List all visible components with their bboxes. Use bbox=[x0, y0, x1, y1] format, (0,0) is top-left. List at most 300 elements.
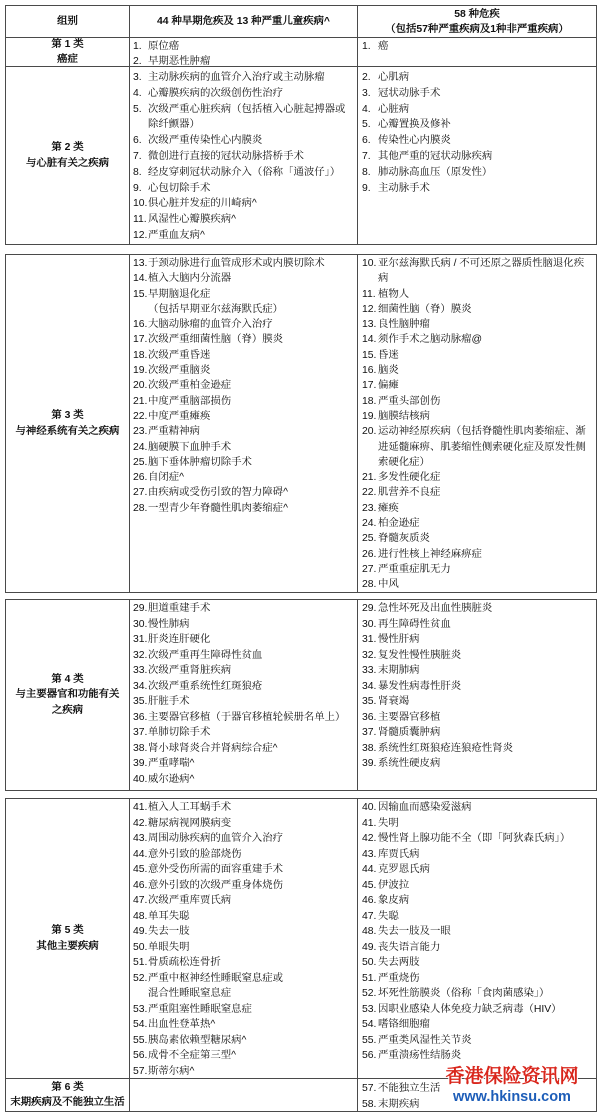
category-name: 与神经系统有关之疾病 bbox=[15, 425, 120, 437]
category-row-6 bbox=[6, 1079, 597, 1112]
item-number: 32. bbox=[362, 649, 377, 661]
item-text: 肺动脉高血压（原发性） bbox=[378, 166, 493, 178]
major-illness-item bbox=[362, 133, 595, 149]
category-number: 第 2 类 bbox=[51, 142, 84, 154]
item-text: 严重中枢神经性睡眠窒息症或 混合性睡眠窒息症 bbox=[148, 972, 284, 999]
item-text: 传染性心内膜炎 bbox=[378, 135, 451, 147]
item-number: 13. bbox=[133, 258, 148, 269]
item-text: 严重重症肌无力 bbox=[378, 563, 451, 575]
item-text: 植物人 bbox=[378, 288, 410, 300]
major-illness-item bbox=[362, 149, 595, 165]
item-text: 风湿性心瓣膜疾病^ bbox=[148, 214, 236, 226]
header-group-cell bbox=[6, 6, 130, 37]
item-number: 52. bbox=[362, 988, 377, 999]
early-illness-item bbox=[133, 440, 356, 455]
item-text: 由疾病或受伤引致的智力障碍^ bbox=[148, 487, 288, 499]
item-number: 12. bbox=[362, 303, 377, 315]
item-text: 主动脉手术 bbox=[378, 182, 430, 194]
early-illness-item bbox=[133, 348, 356, 363]
major-illness-item bbox=[362, 256, 595, 287]
major-illness-list bbox=[358, 255, 597, 592]
item-number: 56. bbox=[133, 1050, 148, 1061]
item-text: 心肌病 bbox=[378, 72, 410, 83]
item-number: 47. bbox=[133, 895, 148, 906]
item-number: 46. bbox=[133, 879, 148, 891]
item-number: 38. bbox=[362, 742, 377, 754]
item-number: 51. bbox=[362, 972, 377, 984]
early-illness-item bbox=[133, 831, 356, 847]
item-number: 8. bbox=[133, 166, 142, 178]
item-number: 6. bbox=[133, 135, 142, 147]
table-segment-2 bbox=[5, 254, 597, 593]
major-illness-item bbox=[362, 648, 595, 664]
major-illness-item bbox=[362, 302, 595, 317]
item-number: 37. bbox=[133, 727, 148, 738]
item-text: 意外引致的次级严重身体烧伤 bbox=[148, 879, 284, 891]
item-number: 28. bbox=[133, 502, 148, 514]
item-number: 34. bbox=[133, 680, 148, 692]
early-illness-item bbox=[133, 632, 356, 648]
item-number: 56. bbox=[362, 1050, 377, 1061]
item-number: 27. bbox=[133, 487, 148, 499]
item-text: 进行性核上神经麻痹症 bbox=[378, 548, 482, 560]
item-text: 中度严重脑部损伤 bbox=[148, 395, 232, 407]
early-illness-item bbox=[133, 256, 356, 271]
major-illness-item bbox=[362, 86, 595, 102]
category-row-3 bbox=[6, 255, 597, 593]
early-illness-item bbox=[133, 741, 356, 757]
early-illness-item bbox=[133, 455, 356, 470]
item-text: 主要器官移植 bbox=[378, 711, 441, 723]
item-text: 肝炎连肝硬化 bbox=[148, 634, 211, 645]
item-text: 失去两肢 bbox=[378, 957, 420, 968]
item-text: 主动脉疾病的血管介入治疗或主动脉瘤 bbox=[148, 72, 325, 83]
item-number: 23. bbox=[133, 426, 148, 438]
major-illness-item bbox=[362, 470, 595, 485]
early-illness-item bbox=[133, 648, 356, 664]
item-number: 11. bbox=[133, 214, 147, 226]
early-illness-item bbox=[133, 133, 356, 149]
item-text: 肾髓质囊肿病 bbox=[378, 727, 441, 738]
item-text: 胰岛素依赖型糖尿病^ bbox=[148, 1034, 247, 1046]
early-illness-item bbox=[133, 694, 356, 710]
item-text: 次级严重传染性心内膜炎 bbox=[148, 135, 263, 147]
item-text: 失去一肢及一眼 bbox=[378, 926, 451, 937]
early-illness-item bbox=[133, 332, 356, 347]
early-illness-list bbox=[130, 1079, 358, 1111]
early-illness-item bbox=[133, 1017, 356, 1033]
early-illness-item bbox=[133, 317, 356, 332]
item-number: 18. bbox=[133, 349, 148, 361]
item-text: 单耳失聪 bbox=[148, 910, 190, 922]
item-number: 38. bbox=[133, 742, 148, 754]
early-illness-item bbox=[133, 70, 356, 86]
item-text: 不能独立生活 bbox=[378, 1083, 441, 1094]
item-number: 3. bbox=[133, 72, 142, 83]
item-text: 脑膜结核病 bbox=[378, 410, 430, 422]
item-number: 53. bbox=[362, 1003, 377, 1015]
item-text: 因输血而感染爱滋病 bbox=[378, 802, 472, 813]
item-text: 次级严重脑炎 bbox=[148, 365, 211, 377]
item-number: 5. bbox=[133, 103, 142, 115]
item-number: 45. bbox=[133, 864, 148, 875]
category-label-cell bbox=[6, 38, 130, 66]
early-illness-item bbox=[133, 54, 356, 66]
item-text: 原位癌 bbox=[148, 41, 180, 52]
item-number: 33. bbox=[133, 665, 148, 676]
item-text: 失明 bbox=[378, 817, 399, 829]
item-number: 1. bbox=[362, 41, 371, 52]
major-illness-item bbox=[362, 485, 595, 500]
item-number: 22. bbox=[133, 410, 148, 422]
early-illness-item bbox=[133, 971, 356, 1002]
item-number: 15. bbox=[133, 288, 148, 300]
item-text: 伊波拉 bbox=[378, 879, 410, 891]
item-text: 一型青少年脊髓性肌肉萎缩症^ bbox=[148, 502, 288, 514]
category-row-4 bbox=[6, 600, 597, 791]
item-text: 次级严重再生障碍性贫血 bbox=[148, 649, 263, 661]
early-illness-item bbox=[133, 501, 356, 516]
item-text: 肌营养不良症 bbox=[378, 487, 441, 499]
category-number: 第 1 类 bbox=[51, 38, 84, 50]
item-number: 1. bbox=[133, 41, 142, 52]
item-number: 39. bbox=[362, 758, 377, 769]
major-illness-item bbox=[362, 694, 595, 710]
item-text: 自闭症^ bbox=[148, 472, 185, 484]
item-text: 亚尔兹海默氏病 / 不可还原之器质性脑退化疾 病 bbox=[378, 258, 585, 285]
item-text: 大脑动脉瘤的血管介入治疗 bbox=[148, 319, 273, 331]
category-row-1 bbox=[6, 38, 597, 67]
item-text: 运动神经原疾病（包括脊髓性肌肉萎缩症、渐 进延髓麻痹、肌萎缩性侧索硬化症及原发性侧 索硬化症） bbox=[378, 426, 586, 468]
major-illness-item bbox=[362, 424, 595, 470]
item-text: 慢性肾上腺功能不全（即「阿狄森氏病」） bbox=[378, 833, 571, 844]
item-number: 23. bbox=[362, 502, 377, 514]
item-text: 失聪 bbox=[378, 910, 399, 922]
item-number: 9. bbox=[133, 182, 142, 194]
category-number: 第 4 类 bbox=[51, 674, 84, 686]
early-illness-list bbox=[130, 799, 358, 1078]
item-text: 因职业感染人体免疫力缺乏病毒（HIV） bbox=[378, 1003, 562, 1015]
major-illness-item bbox=[362, 679, 595, 695]
item-text: 主要器官移植（于器官移植轮候册名单上） bbox=[148, 711, 346, 723]
item-number: 49. bbox=[133, 926, 148, 937]
item-text: 次级严重库贾氏病 bbox=[148, 895, 232, 906]
item-text: 柏金逊症 bbox=[378, 518, 420, 530]
major-illness-item bbox=[362, 1002, 595, 1018]
item-text: 末期肺病 bbox=[378, 665, 420, 676]
early-illness-item bbox=[133, 617, 356, 633]
category-name: 与心脏有关之疾病 bbox=[25, 157, 110, 169]
early-illness-item bbox=[133, 847, 356, 863]
item-text: 象皮病 bbox=[378, 895, 410, 906]
early-illness-item bbox=[133, 212, 356, 228]
early-illness-item bbox=[133, 228, 356, 244]
item-text: 库贾氏病 bbox=[378, 848, 420, 860]
watermark-title: 香港保险资讯网 bbox=[445, 1066, 579, 1087]
category-label-cell bbox=[6, 600, 130, 790]
item-text: 慢性肺病 bbox=[148, 618, 190, 630]
major-illness-list bbox=[358, 38, 597, 66]
major-illness-item bbox=[362, 601, 595, 617]
major-illness-item bbox=[362, 800, 595, 816]
major-illness-item bbox=[362, 986, 595, 1002]
item-number: 20. bbox=[133, 380, 148, 392]
header-group-label: 组别 bbox=[57, 16, 78, 27]
item-number: 33. bbox=[362, 665, 377, 676]
major-illness-list bbox=[358, 799, 597, 1078]
major-illness-item bbox=[362, 893, 595, 909]
item-number: 58. bbox=[362, 1098, 377, 1110]
item-number: 46. bbox=[362, 895, 377, 906]
item-number: 20. bbox=[362, 426, 377, 438]
item-number: 57. bbox=[362, 1083, 377, 1094]
item-text: 骨质疏松连骨折 bbox=[148, 957, 221, 968]
major-illness-item bbox=[362, 317, 595, 332]
early-illness-item bbox=[133, 862, 356, 878]
item-text: 脊髓灰质炎 bbox=[378, 533, 430, 545]
major-illness-item bbox=[362, 516, 595, 531]
major-illness-item bbox=[362, 862, 595, 878]
table-header-row bbox=[6, 6, 597, 38]
major-illness-item bbox=[362, 632, 595, 648]
item-text: 中度严重瘫痪 bbox=[148, 410, 211, 422]
major-illness-item bbox=[362, 1017, 595, 1033]
major-illness-item bbox=[362, 181, 595, 197]
early-illness-item bbox=[133, 800, 356, 816]
item-text: 于颈动脉进行血管成形术或内膜切除术 bbox=[148, 258, 325, 269]
item-number: 9. bbox=[362, 182, 371, 194]
item-text: 威尔逊病^ bbox=[148, 773, 195, 785]
item-number: 42. bbox=[362, 833, 377, 844]
item-text: 急性坏死及出血性胰脏炎 bbox=[378, 603, 493, 614]
item-text: 冠状动脉手术 bbox=[378, 87, 441, 99]
item-text: 严重头部创伤 bbox=[378, 395, 441, 407]
early-illness-item bbox=[133, 394, 356, 409]
early-illness-item bbox=[133, 470, 356, 485]
early-illness-item bbox=[133, 1048, 356, 1064]
major-illness-item bbox=[362, 725, 595, 741]
major-illness-item bbox=[362, 878, 595, 894]
item-text: 脑下垂体肿瘤切除手术 bbox=[148, 456, 252, 468]
item-text: 次级严重柏金逊症 bbox=[148, 380, 232, 392]
item-number: 49. bbox=[362, 941, 377, 953]
item-number: 7. bbox=[133, 150, 142, 162]
header-major-cell bbox=[358, 6, 597, 37]
early-illness-item bbox=[133, 1064, 356, 1079]
item-text: 意外引致的脸部烧伤 bbox=[148, 848, 242, 860]
item-number: 54. bbox=[362, 1019, 377, 1030]
item-number: 10. bbox=[362, 258, 377, 269]
item-number: 8. bbox=[362, 166, 371, 178]
item-number: 24. bbox=[133, 441, 148, 453]
major-illness-item bbox=[362, 102, 595, 118]
item-text: 胆道重建手术 bbox=[148, 603, 211, 614]
item-number: 36. bbox=[362, 711, 377, 723]
item-number: 16. bbox=[362, 365, 377, 377]
item-text: 嗜铬细胞瘤 bbox=[378, 1019, 430, 1030]
item-text: 周围动脉疾病的血管介入治疗 bbox=[148, 833, 284, 844]
major-illness-item bbox=[362, 831, 595, 847]
item-number: 52. bbox=[133, 972, 148, 984]
item-number: 2. bbox=[362, 72, 371, 83]
early-illness-item bbox=[133, 679, 356, 695]
item-number: 31. bbox=[133, 634, 148, 645]
early-illness-item bbox=[133, 878, 356, 894]
early-illness-list bbox=[130, 255, 358, 592]
early-illness-item bbox=[133, 149, 356, 165]
item-number: 3. bbox=[362, 87, 371, 99]
item-number: 16. bbox=[133, 319, 148, 331]
major-illness-item bbox=[362, 577, 595, 592]
item-text: 脑炎 bbox=[378, 365, 399, 377]
early-illness-item bbox=[133, 725, 356, 741]
item-number: 13. bbox=[362, 319, 377, 331]
item-number: 43. bbox=[362, 848, 377, 860]
item-text: 出血性登革热^ bbox=[148, 1019, 216, 1030]
item-text: 俱心脏并发症的川崎病^ bbox=[148, 198, 257, 210]
item-number: 27. bbox=[362, 563, 377, 575]
header-major-subtitle: （包括57种严重疾病及1种非严重疾病） bbox=[385, 23, 569, 35]
item-text: 再生障碍性贫血 bbox=[378, 618, 451, 630]
early-illness-item bbox=[133, 955, 356, 971]
item-text: 严重溃疡性结肠炎 bbox=[378, 1050, 462, 1061]
item-text: 癌 bbox=[378, 41, 389, 52]
item-text: 次级严重昏迷 bbox=[148, 349, 211, 361]
item-text: 末期疾病 bbox=[378, 1098, 420, 1110]
early-illness-list bbox=[130, 600, 358, 790]
early-illness-item bbox=[133, 893, 356, 909]
item-number: 29. bbox=[362, 603, 377, 614]
item-text: 偏瘫 bbox=[378, 380, 399, 392]
major-illness-item bbox=[362, 363, 595, 378]
major-illness-item bbox=[362, 710, 595, 726]
item-number: 50. bbox=[362, 957, 377, 968]
header-early-title: 44 种早期危疾及 13 种严重儿童疾病^ bbox=[157, 16, 330, 27]
item-number: 41. bbox=[362, 817, 377, 829]
major-illness-item bbox=[362, 378, 595, 393]
item-number: 21. bbox=[362, 472, 377, 484]
major-illness-item bbox=[362, 756, 595, 772]
category-number: 第 5 类 bbox=[51, 925, 84, 937]
item-number: 45. bbox=[362, 879, 377, 891]
early-illness-list bbox=[130, 38, 358, 66]
major-illness-list bbox=[358, 67, 597, 244]
item-text: 心瓣置换及修补 bbox=[378, 119, 451, 131]
item-text: 肾小球肾炎合并肾病综合症^ bbox=[148, 742, 278, 754]
item-text: 严重类风湿性关节炎 bbox=[378, 1034, 472, 1046]
item-text: 次级严重肾脏疾病 bbox=[148, 665, 232, 676]
item-text: 坏死性筋膜炎（俗称「食肉菌感染」） bbox=[378, 988, 550, 999]
item-text: 次级严重细菌性脑（脊）膜炎 bbox=[148, 334, 284, 346]
item-number: 44. bbox=[362, 864, 377, 875]
item-text: 次级严重系统性红斑狼疮 bbox=[148, 680, 263, 692]
major-illness-item bbox=[362, 547, 595, 562]
item-number: 18. bbox=[362, 395, 377, 407]
item-text: 瘫痪 bbox=[378, 502, 399, 514]
item-number: 34. bbox=[362, 680, 377, 692]
early-illness-item bbox=[133, 756, 356, 772]
item-text: 失去一肢 bbox=[148, 926, 190, 937]
item-number: 35. bbox=[362, 696, 377, 707]
early-illness-item bbox=[133, 181, 356, 197]
major-illness-item bbox=[362, 39, 595, 54]
item-number: 26. bbox=[133, 472, 148, 484]
item-number: 26. bbox=[362, 548, 377, 560]
item-text: 严重血友病^ bbox=[148, 229, 205, 241]
item-number: 11. bbox=[362, 288, 376, 300]
category-name: 与主要器官和功能有关 之疾病 bbox=[15, 689, 120, 716]
item-text: 植入大脑内分流器 bbox=[148, 273, 232, 285]
table-segment-3 bbox=[5, 599, 597, 791]
item-number: 31. bbox=[362, 634, 377, 645]
item-number: 4. bbox=[133, 87, 142, 99]
item-number: 28. bbox=[362, 579, 377, 591]
item-number: 24. bbox=[362, 518, 377, 530]
major-illness-list bbox=[358, 600, 597, 790]
major-illness-item bbox=[362, 741, 595, 757]
item-text: 细菌性脑（脊）膜炎 bbox=[378, 303, 472, 315]
item-number: 39. bbox=[133, 758, 148, 769]
item-text: 系统性硬皮病 bbox=[378, 758, 441, 769]
item-text: 糖尿病视网膜病变 bbox=[148, 817, 232, 829]
item-number: 43. bbox=[133, 833, 148, 844]
category-label-cell bbox=[6, 799, 130, 1078]
major-illness-item bbox=[362, 394, 595, 409]
major-illness-item bbox=[362, 332, 595, 347]
major-illness-item bbox=[362, 909, 595, 925]
early-illness-item bbox=[133, 601, 356, 617]
item-text: 丧失语言能力 bbox=[378, 941, 441, 953]
item-text: 系统性红斑狼疮连狼疮性肾炎 bbox=[378, 742, 514, 754]
item-number: 19. bbox=[133, 365, 148, 377]
item-text: 克罗恩氏病 bbox=[378, 864, 430, 875]
early-illness-item bbox=[133, 909, 356, 925]
item-number: 29. bbox=[133, 603, 148, 614]
major-illness-item bbox=[362, 971, 595, 987]
item-text: 昏迷 bbox=[378, 349, 399, 361]
item-number: 15. bbox=[362, 349, 377, 361]
item-number: 55. bbox=[133, 1034, 148, 1046]
item-number: 55. bbox=[362, 1034, 377, 1046]
category-name: 其他主要疾病 bbox=[36, 940, 99, 952]
early-illness-item bbox=[133, 409, 356, 424]
item-number: 14. bbox=[133, 273, 148, 285]
item-number: 35. bbox=[133, 696, 148, 707]
item-text: 严重哮喘^ bbox=[148, 758, 195, 769]
category-label-cell bbox=[6, 67, 130, 244]
early-illness-item bbox=[133, 271, 356, 286]
early-illness-item bbox=[133, 378, 356, 393]
early-illness-item bbox=[133, 165, 356, 181]
item-text: 单肺切除手术 bbox=[148, 727, 211, 738]
item-text: 单眼失明 bbox=[148, 941, 190, 953]
item-text: 肾衰竭 bbox=[378, 696, 410, 707]
item-text: 复发性慢性胰脏炎 bbox=[378, 649, 462, 661]
major-illness-item bbox=[362, 348, 595, 363]
item-text: 慢性肝病 bbox=[378, 634, 420, 645]
major-illness-item bbox=[362, 1048, 595, 1064]
item-number: 48. bbox=[362, 926, 377, 937]
major-illness-item bbox=[362, 287, 595, 302]
item-number: 44. bbox=[133, 848, 148, 860]
item-number: 25. bbox=[133, 456, 148, 468]
item-number: 2. bbox=[133, 56, 142, 66]
early-illness-item bbox=[133, 424, 356, 439]
major-illness-item bbox=[362, 847, 595, 863]
early-illness-item bbox=[133, 86, 356, 102]
early-illness-item bbox=[133, 39, 356, 54]
item-text: 中风 bbox=[378, 579, 399, 591]
